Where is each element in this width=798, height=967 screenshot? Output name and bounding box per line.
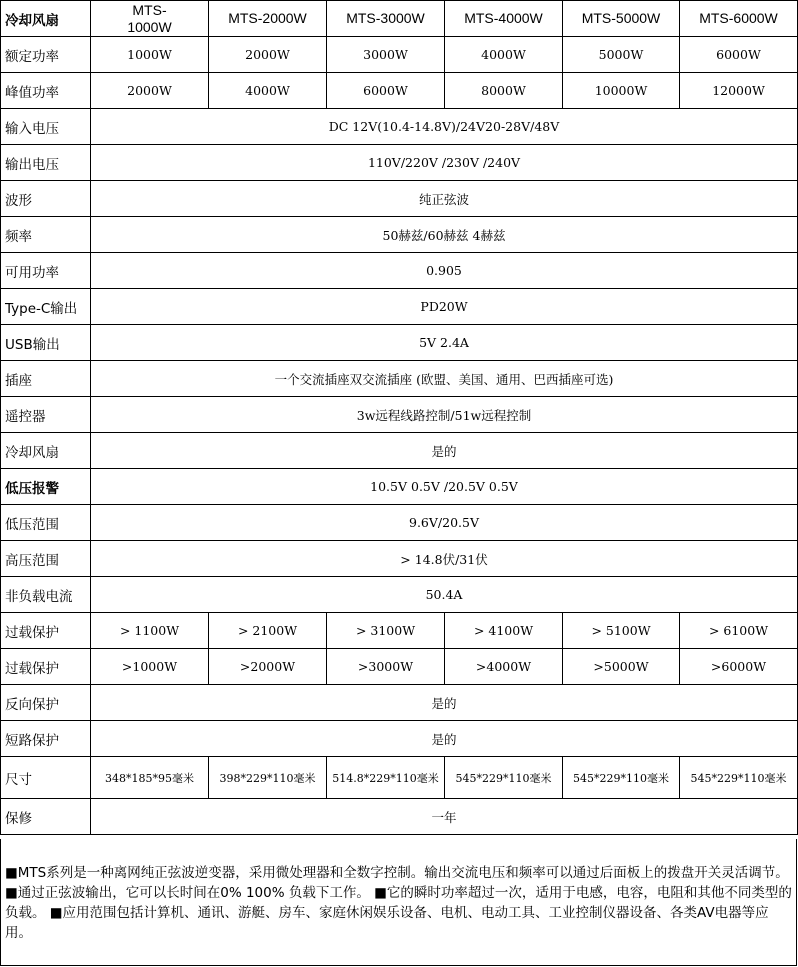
fan-row xyxy=(1,433,798,469)
row-label: 峰值功率 xyxy=(1,73,91,109)
size-row xyxy=(1,757,798,799)
row-label: 波形 xyxy=(1,181,91,217)
row-label: 尺寸 xyxy=(1,757,91,799)
table-cell: >1000W xyxy=(91,649,209,685)
row-label: 输入电压 xyxy=(1,109,91,145)
table-cell: > 3100W xyxy=(327,613,445,649)
no-load-current-row xyxy=(1,577,798,613)
row-label: 过载保护 xyxy=(1,649,91,685)
table-cell: 1000W xyxy=(91,37,209,73)
row-label: USB输出 xyxy=(1,325,91,361)
table-cell: > 1100W xyxy=(91,613,209,649)
row-label: 短路保护 xyxy=(1,721,91,757)
table-cell: PD20W xyxy=(91,289,798,325)
row-label: 插座 xyxy=(1,361,91,397)
warranty-row xyxy=(1,799,798,835)
table-cell: > 5100W xyxy=(563,613,680,649)
table-cell: >3000W xyxy=(327,649,445,685)
table-cell: 50赫兹/60赫兹 4赫兹 xyxy=(91,217,798,253)
row-label: 额定功率 xyxy=(1,37,91,73)
table-cell: 0.905 xyxy=(91,253,798,289)
table-cell: 5V 2.4A xyxy=(91,325,798,361)
table-cell: > 6100W xyxy=(680,613,798,649)
row-label: 冷却风扇 xyxy=(1,433,91,469)
low-voltage-alarm-row xyxy=(1,469,798,505)
row-label: 非负载电流 xyxy=(1,577,91,613)
waveform-row xyxy=(1,181,798,217)
available-power-row xyxy=(1,253,798,289)
low-voltage-range-row xyxy=(1,505,798,541)
table-cell: >5000W xyxy=(563,649,680,685)
table-cell: 4000W xyxy=(209,73,327,109)
header-label: 冷却风扇 xyxy=(1,1,91,37)
model-name xyxy=(91,1,209,37)
table-cell: 4000W xyxy=(445,37,563,73)
table-cell: 6000W xyxy=(680,37,798,73)
usb-row xyxy=(1,325,798,361)
table-cell: 348*185*95毫米 xyxy=(91,757,209,799)
table-cell: 一个交流插座双交流插座 (欧盟、美国、通用、巴西插座可选) xyxy=(91,361,798,397)
row-label: 频率 xyxy=(1,217,91,253)
table-cell: 3w远程线路控制/51w远程控制 xyxy=(91,397,798,433)
row-label: 遥控器 xyxy=(1,397,91,433)
overload-protection-row xyxy=(1,613,798,649)
row-label: 保修 xyxy=(1,799,91,835)
row-label: 高压范围 xyxy=(1,541,91,577)
output-voltage-row xyxy=(1,145,798,181)
table-cell: > 14.8伏/31伏 xyxy=(91,541,798,577)
model-name: MTS-4000W xyxy=(445,1,563,37)
table-cell: 2000W xyxy=(209,37,327,73)
table-cell: 110V/220V /230V /240V xyxy=(91,145,798,181)
table-cell: 是的 xyxy=(91,685,798,721)
table-cell: 50.4A xyxy=(91,577,798,613)
table-cell: >4000W xyxy=(445,649,563,685)
table-cell: 514.8*229*110毫米 xyxy=(327,757,445,799)
row-label: 输出电压 xyxy=(1,145,91,181)
table-cell: 545*229*110毫米 xyxy=(563,757,680,799)
table-cell: 6000W xyxy=(327,73,445,109)
table-cell: 12000W xyxy=(680,73,798,109)
model-name: MTS-5000W xyxy=(563,1,680,37)
description-note xyxy=(0,839,797,966)
table-cell: 纯正弦波 xyxy=(91,181,798,217)
model-name: MTS-3000W xyxy=(327,1,445,37)
row-label: Type-C输出 xyxy=(1,289,91,325)
row-label: 反向保护 xyxy=(1,685,91,721)
remote-row xyxy=(1,397,798,433)
socket-row xyxy=(1,361,798,397)
header-row xyxy=(1,1,798,37)
table-cell: 10.5V 0.5V /20.5V 0.5V xyxy=(91,469,798,505)
table-cell: 398*229*110毫米 xyxy=(209,757,327,799)
peak-power-row xyxy=(1,73,798,109)
row-label: 过载保护 xyxy=(1,613,91,649)
table-cell: 9.6V/20.5V xyxy=(91,505,798,541)
table-cell: >2000W xyxy=(209,649,327,685)
table-cell: > 4100W xyxy=(445,613,563,649)
table-cell: 是的 xyxy=(91,721,798,757)
row-label: 可用功率 xyxy=(1,253,91,289)
table-cell: DC 12V(10.4-14.8V)/24V20-28V/48V xyxy=(91,109,798,145)
row-label: 低压范围 xyxy=(1,505,91,541)
type-c-row xyxy=(1,289,798,325)
table-cell: >6000W xyxy=(680,649,798,685)
table-cell: 3000W xyxy=(327,37,445,73)
table-cell: 545*229*110毫米 xyxy=(445,757,563,799)
table-cell: > 2100W xyxy=(209,613,327,649)
table-cell: 一年 xyxy=(91,799,798,835)
table-cell: 10000W xyxy=(563,73,680,109)
table-cell: 545*229*110毫米 xyxy=(680,757,798,799)
model-name: MTS-2000W xyxy=(209,1,327,37)
table-cell: 5000W xyxy=(563,37,680,73)
table-cell: 2000W xyxy=(91,73,209,109)
high-voltage-range-row xyxy=(1,541,798,577)
table-cell: 8000W xyxy=(445,73,563,109)
rated-power-row xyxy=(1,37,798,73)
description-text: ■MTS系列是一种离网纯正弦波逆变器，采用微处理器和全数字控制。输出交流电压和频率可以通过后面板上的拨盘开关灵活调节。 ■通过正弦波输出，它可以长时间在0% 100% 负载下工作。 ■它的瞬时功率超过一次，适用于电感，电容，电阻和其他不同类型的负载。 ■应用范围包括计算机、通讯、游艇、房车、家庭休闲娱乐设备、电机、电动工具、工业控制仪器设备、各类AV电器等应用。 xyxy=(5,865,792,941)
table-cell: 是的 xyxy=(91,433,798,469)
frequency-row xyxy=(1,217,798,253)
row-label: 低压报警 xyxy=(1,469,91,505)
model-name: MTS-6000W xyxy=(680,1,798,37)
reverse-protection-row xyxy=(1,685,798,721)
input-voltage-row xyxy=(1,109,798,145)
overload-protection-row xyxy=(1,649,798,685)
model-mts-1000w: MTS- 1000W xyxy=(127,1,172,35)
short-circuit-row xyxy=(1,721,798,757)
